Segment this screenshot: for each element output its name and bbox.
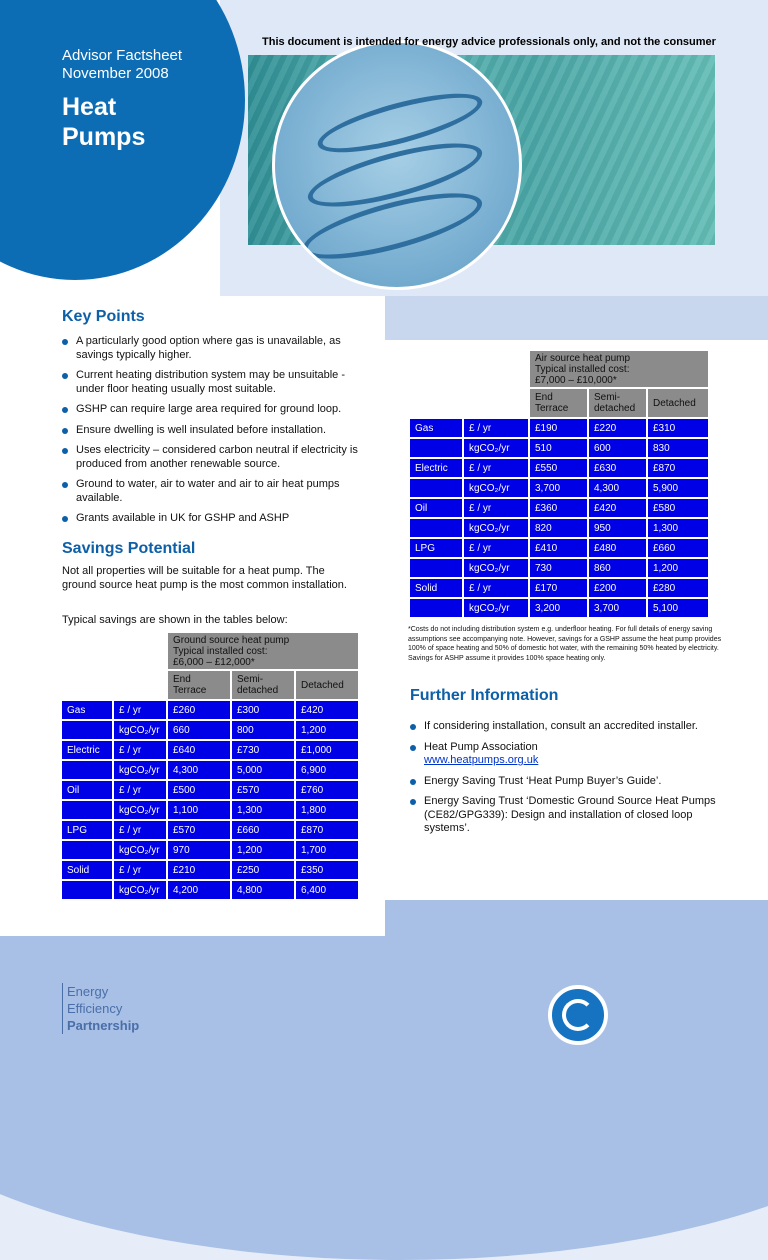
value-cell-semi-detached: £200 xyxy=(589,579,646,597)
list-item: GSHP can require large area required for ground loop. xyxy=(62,403,367,417)
value-cell-semi-detached: 800 xyxy=(232,721,294,739)
bullet-icon xyxy=(62,448,68,454)
value-cell-end-terrace: £500 xyxy=(168,781,230,799)
title-line-2: Pumps xyxy=(62,123,146,151)
unit-cell: £ / yr xyxy=(464,419,528,437)
value-cell-end-terrace: 4,300 xyxy=(168,761,230,779)
table-header-row xyxy=(62,671,358,699)
table-row xyxy=(410,599,708,617)
table-header-row xyxy=(62,633,358,669)
unit-cell: £ / yr xyxy=(114,781,166,799)
savings-heading: Savings Potential xyxy=(62,540,196,557)
swirl-logo-icon xyxy=(548,985,608,1045)
audience-disclaimer: This document is intended for energy advice professionals only, and not the consumer xyxy=(262,36,716,48)
table-row xyxy=(410,459,708,477)
value-cell-end-terrace: 970 xyxy=(168,841,230,859)
air-source-title: Air source heat pump Typical installed cost: £7,000 – £10,000* xyxy=(530,351,708,387)
factsheet-date: November 2008 xyxy=(62,65,169,82)
value-cell-semi-detached: £660 xyxy=(232,821,294,839)
table-row xyxy=(62,801,358,819)
value-cell-end-terrace: £550 xyxy=(530,459,587,477)
table-row xyxy=(62,761,358,779)
savings-intro: Not all properties will be suitable for a heat pump. The ground source heat pump is the most common installation. xyxy=(62,565,347,591)
fuel-cell: Solid xyxy=(410,579,462,597)
unit-cell: £ / yr xyxy=(464,539,528,557)
factsheet-type: Advisor Factsheet xyxy=(62,47,183,64)
bullet-icon xyxy=(62,516,68,522)
value-cell-semi-detached: £220 xyxy=(589,419,646,437)
bullet-icon xyxy=(410,799,416,805)
bullet-icon xyxy=(410,724,416,730)
fuel-cell: LPG xyxy=(62,821,112,839)
table-row xyxy=(62,781,358,799)
value-cell-semi-detached: 1,300 xyxy=(232,801,294,819)
key-points-heading: Key Points xyxy=(62,308,145,325)
unit-cell: £ / yr xyxy=(464,499,528,517)
fuel-cell xyxy=(410,439,462,457)
value-cell-semi-detached: £300 xyxy=(232,701,294,719)
unit-cell: £ / yr xyxy=(114,821,166,839)
value-cell-detached: £870 xyxy=(648,459,708,477)
value-cell-detached: 1,200 xyxy=(296,721,358,739)
table-row xyxy=(62,701,358,719)
value-cell-end-terrace: 660 xyxy=(168,721,230,739)
table-row xyxy=(62,821,358,839)
col-header-semi-detached: Semi-detached xyxy=(589,389,646,417)
value-cell-end-terrace: £170 xyxy=(530,579,587,597)
factsheet-label xyxy=(62,47,182,83)
fuel-cell xyxy=(410,519,462,537)
fuel-cell xyxy=(62,841,112,859)
value-cell-semi-detached: 3,700 xyxy=(589,599,646,617)
value-cell-detached: £870 xyxy=(296,821,358,839)
fuel-cell: Gas xyxy=(410,419,462,437)
list-item: Energy Saving Trust ‘Heat Pump Buyer’s Guide’. xyxy=(410,775,730,789)
fuel-cell xyxy=(62,801,112,819)
logo-line-energy: Energy xyxy=(67,984,109,999)
value-cell-semi-detached: £630 xyxy=(589,459,646,477)
logo-line-partnership: Partnership xyxy=(67,1018,140,1033)
further-info-heading: Further Information xyxy=(410,687,559,704)
fuel-cell xyxy=(410,559,462,577)
table-row xyxy=(410,479,708,497)
value-cell-semi-detached: 5,000 xyxy=(232,761,294,779)
value-cell-semi-detached: 4,300 xyxy=(589,479,646,497)
value-cell-end-terrace: 1,100 xyxy=(168,801,230,819)
table-row xyxy=(410,539,708,557)
value-cell-detached: £660 xyxy=(648,539,708,557)
value-cell-end-terrace: 730 xyxy=(530,559,587,577)
bullet-icon xyxy=(62,407,68,413)
list-item: Ground to water, air to water and air to air heat pumps available. xyxy=(62,478,367,505)
unit-cell: kgCO₂/yr xyxy=(114,881,166,899)
col-header-semi-detached: Semi-detached xyxy=(232,671,294,699)
fuel-cell: Electric xyxy=(62,741,112,759)
unit-cell: £ / yr xyxy=(114,861,166,879)
fuel-cell xyxy=(410,599,462,617)
list-item: A particularly good option where gas is unavailable, as savings typically higher. xyxy=(62,335,367,362)
col-header-detached: Detached xyxy=(648,389,708,417)
value-cell-end-terrace: 4,200 xyxy=(168,881,230,899)
key-points-list xyxy=(62,335,367,533)
value-cell-detached: £420 xyxy=(296,701,358,719)
bullet-icon xyxy=(62,373,68,379)
list-item: Energy Saving Trust ‘Domestic Ground Source Heat Pumps (CE82/GPG339): Design and installation of closed loop systems’. xyxy=(410,795,730,836)
value-cell-detached: £280 xyxy=(648,579,708,597)
list-item: Ensure dwelling is well insulated before installation. xyxy=(62,424,367,438)
unit-cell: kgCO₂/yr xyxy=(464,519,528,537)
table-header-row xyxy=(410,351,708,387)
value-cell-detached: 830 xyxy=(648,439,708,457)
bullet-icon xyxy=(410,779,416,785)
value-cell-detached: 1,800 xyxy=(296,801,358,819)
value-cell-semi-detached: 600 xyxy=(589,439,646,457)
unit-cell: £ / yr xyxy=(464,579,528,597)
table-row xyxy=(410,579,708,597)
ground-source-rows xyxy=(62,701,358,899)
value-cell-semi-detached: 1,200 xyxy=(232,841,294,859)
value-cell-detached: £310 xyxy=(648,419,708,437)
unit-cell: kgCO₂/yr xyxy=(114,841,166,859)
table-row xyxy=(410,439,708,457)
air-source-rows xyxy=(410,419,708,617)
partnership-logo xyxy=(62,983,139,1034)
unit-cell: kgCO₂/yr xyxy=(464,479,528,497)
table-row xyxy=(62,741,358,759)
value-cell-end-terrace: 3,700 xyxy=(530,479,587,497)
value-cell-semi-detached: 4,800 xyxy=(232,881,294,899)
unit-cell: £ / yr xyxy=(114,741,166,759)
col-header-end-terrace: End Terrace xyxy=(530,389,587,417)
value-cell-end-terrace: 820 xyxy=(530,519,587,537)
ground-loop-photo-circle xyxy=(272,40,522,290)
table-header-row xyxy=(410,389,708,417)
value-cell-semi-detached: £730 xyxy=(232,741,294,759)
unit-cell: kgCO₂/yr xyxy=(114,801,166,819)
unit-cell: £ / yr xyxy=(114,701,166,719)
unit-cell: kgCO₂/yr xyxy=(464,599,528,617)
unit-cell: £ / yr xyxy=(464,459,528,477)
heat-pumps-link[interactable]: www.heatpumps.org.uk xyxy=(424,754,539,766)
list-item: Heat Pump Association www.heatpumps.org.uk xyxy=(410,741,730,768)
ground-source-table xyxy=(60,631,360,901)
fuel-cell xyxy=(62,721,112,739)
fuel-cell: Gas xyxy=(62,701,112,719)
value-cell-semi-detached: £480 xyxy=(589,539,646,557)
fuel-cell xyxy=(62,761,112,779)
further-info-list xyxy=(410,720,730,843)
table-row xyxy=(410,559,708,577)
table-row xyxy=(62,841,358,859)
value-cell-detached: 6,400 xyxy=(296,881,358,899)
value-cell-detached: £760 xyxy=(296,781,358,799)
value-cell-detached: 1,300 xyxy=(648,519,708,537)
table-row xyxy=(62,861,358,879)
unit-cell: kgCO₂/yr xyxy=(464,559,528,577)
fuel-cell xyxy=(62,881,112,899)
unit-cell: kgCO₂/yr xyxy=(464,439,528,457)
list-item: Uses electricity – considered carbon neutral if electricity is produced from another renewable source. xyxy=(62,444,367,471)
logo-line-efficiency: Efficiency xyxy=(67,1001,123,1016)
table-row xyxy=(410,419,708,437)
fuel-cell xyxy=(410,479,462,497)
fuel-cell: LPG xyxy=(410,539,462,557)
value-cell-detached: 1,200 xyxy=(648,559,708,577)
bullet-icon xyxy=(62,339,68,345)
value-cell-semi-detached: 950 xyxy=(589,519,646,537)
page-title xyxy=(62,92,145,152)
value-cell-end-terrace: £210 xyxy=(168,861,230,879)
value-cell-end-terrace: 3,200 xyxy=(530,599,587,617)
list-item: Current heating distribution system may be unsuitable - under floor heating usually most suitable. xyxy=(62,369,367,396)
fuel-cell: Solid xyxy=(62,861,112,879)
fuel-cell: Oil xyxy=(410,499,462,517)
value-cell-end-terrace: £410 xyxy=(530,539,587,557)
value-cell-detached: £1,000 xyxy=(296,741,358,759)
value-cell-end-terrace: £360 xyxy=(530,499,587,517)
table-row xyxy=(62,721,358,739)
value-cell-detached: £580 xyxy=(648,499,708,517)
value-cell-end-terrace: £190 xyxy=(530,419,587,437)
list-item: Grants available in UK for GSHP and ASHP xyxy=(62,512,367,526)
cost-footnote: *Costs do not including distribution system e.g. underfloor heating. For full details of energy saving assumptions see accompanying note. However, savings for a GSHP assume the heat pump provides 100% of space heating and 50% of domestic hot water, with the remaining 50% heated by electricity. Savings for ASHP assume it provides 100% space heating only. xyxy=(408,626,722,662)
value-cell-end-terrace: 510 xyxy=(530,439,587,457)
col-header-detached: Detached xyxy=(296,671,358,699)
unit-cell: kgCO₂/yr xyxy=(114,721,166,739)
col-header-end-terrace: End Terrace xyxy=(168,671,230,699)
value-cell-detached: £350 xyxy=(296,861,358,879)
title-line-1: Heat xyxy=(62,93,117,121)
value-cell-semi-detached: £420 xyxy=(589,499,646,517)
air-source-table xyxy=(408,349,710,619)
list-item: If considering installation, consult an accredited installer. xyxy=(410,720,730,734)
value-cell-detached: 6,900 xyxy=(296,761,358,779)
fuel-cell: Electric xyxy=(410,459,462,477)
bullet-icon xyxy=(62,482,68,488)
ground-source-title: Ground source heat pump Typical installed cost: £6,000 – £12,000* xyxy=(168,633,358,669)
table-row xyxy=(410,519,708,537)
value-cell-detached: 5,100 xyxy=(648,599,708,617)
fuel-cell: Oil xyxy=(62,781,112,799)
value-cell-detached: 5,900 xyxy=(648,479,708,497)
value-cell-semi-detached: 860 xyxy=(589,559,646,577)
value-cell-semi-detached: £250 xyxy=(232,861,294,879)
savings-tables-note: Typical savings are shown in the tables below: xyxy=(62,614,288,626)
table-row xyxy=(62,881,358,899)
unit-cell: kgCO₂/yr xyxy=(114,761,166,779)
table-row xyxy=(410,499,708,517)
value-cell-semi-detached: £570 xyxy=(232,781,294,799)
value-cell-end-terrace: £260 xyxy=(168,701,230,719)
bullet-icon xyxy=(410,745,416,751)
value-cell-end-terrace: £640 xyxy=(168,741,230,759)
value-cell-detached: 1,700 xyxy=(296,841,358,859)
bullet-icon xyxy=(62,428,68,434)
value-cell-end-terrace: £570 xyxy=(168,821,230,839)
